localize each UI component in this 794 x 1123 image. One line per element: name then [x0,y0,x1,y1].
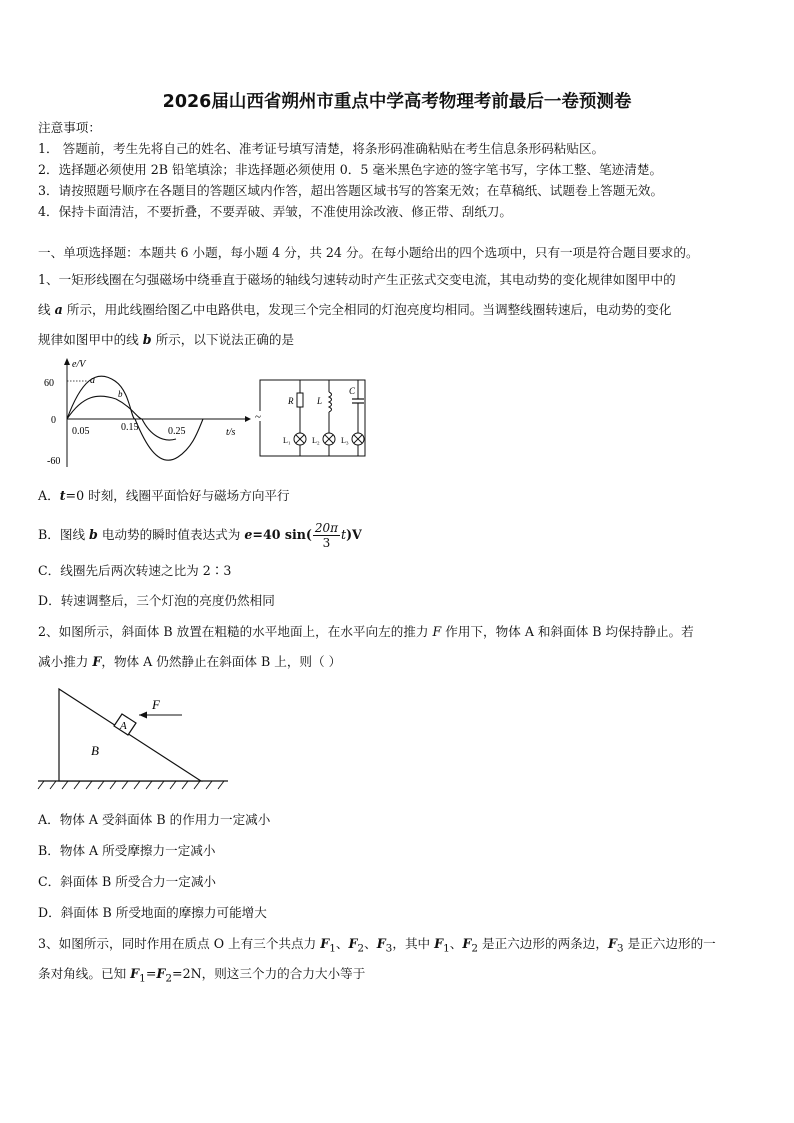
bulb-icon [352,433,364,445]
q2-option-d: D．斜面体 B 所受地面的摩擦力可能增大 [38,905,267,920]
notice-item: 1． 答题前，考生先将自己的姓名、准考证号填写清楚，将条形码准确粘贴在考生信息条形码粘贴区。 [38,141,605,156]
q2-option-c: C．斜面体 B 所受合力一定减小 [38,874,217,889]
ac-source-icon: ~ [255,411,261,423]
q2-option-b: B．物体 A 所受摩擦力一定减小 [38,843,216,858]
ground-hatching [38,781,224,789]
resistor-label: R [288,396,294,406]
y-axis-arrow [64,358,70,365]
q3-stem-line2: 条对角线。已知 $F_1=F_2=2N$，则这三个力的合力大小等于 [38,966,366,985]
bulb-icon [294,433,306,445]
x-tick-label: 0.15 [121,422,139,433]
y-axis-label: e/V [72,359,86,370]
circuit-diagram [252,377,372,459]
force-arrow-head [139,712,147,719]
capacitor-label: C [349,386,356,396]
curve-b-label: b [118,389,123,399]
y-tick-label: 0 [51,415,56,426]
q2-option-a: A．物体 A 受斜面体 B 的作用力一定减小 [38,812,271,827]
q1-stem-line1: 1、一矩形线圈在匀强磁场中绕垂直于磁场的轴线匀速转动时产生正弦式交变电流，其电动势的变化规律如图甲中的 [38,272,676,287]
block-label: A [120,720,127,732]
q1-stem-line3: 规律如图甲中的线 b 所示，以下说法正确的是 [38,332,295,347]
section-heading: 一、单项选择题：本题共 6 小题，每小题 4 分，共 24 分。在每小题给出的四个选项中，只有一项是符合题目要求的。 [38,245,699,260]
q1-option-c: C．线圈先后两次转速之比为 2∶3 [38,563,232,578]
q1-option-d: D．转速调整后，三个灯泡的亮度仍然相同 [38,593,275,608]
x-axis-arrow [245,416,251,422]
q2-stem-line2: 减小推力 F，物体 A 仍然静止在斜面体 B 上，则（ ） [38,654,342,669]
notice-heading: 注意事项： [38,120,101,135]
notice-item: 3．请按照题号顺序在各题目的答题区域内作答，超出答题区域书写的答案无效；在草稿纸、试题卷上答题无效。 [38,183,664,198]
curve-a-label: a [90,375,95,386]
incline-diagram [36,685,236,795]
resistor-icon [297,393,303,407]
wedge-label: B [91,743,99,758]
emf-graph [38,355,253,470]
x-axis-label: t/s [226,427,236,438]
q1-option-b: B．图线 b 电动势的瞬时值表达式为 e=40 sin( $\frac{20\pi}{3}$ t)V [38,521,362,550]
curve-a [67,376,203,460]
y-tick-label: 60 [44,378,54,389]
bulb-label: L₃ [341,436,349,445]
fraction: $\frac{20\pi}{3}$ [314,521,339,550]
bulb-label: L₂ [312,436,320,445]
x-tick-label: 0.05 [72,426,90,437]
y-tick-label: -60 [47,456,61,467]
inductor-label: L [317,396,323,406]
notice-item: 4．保持卡面清洁，不要折叠，不要弄破、弄皱，不准使用涂改液、修正带、刮纸刀。 [38,204,512,219]
q3-stem-line1: 3、如图所示，同时作用在质点 O 上有三个共点力 $F_1$、$F_2$、$F_3$，其中 $F_1$、$F_2$ 是正六边形的两条边，$F_3$ 是正六边形的一 [38,936,716,955]
wedge-b [59,689,201,781]
force-label: F [152,697,160,712]
notice-item: 2．选择题必须使用 2B 铅笔填涂；非选择题必须使用 0．5 毫米黑色字迹的签字笔书写，字体工整、笔迹清楚。 [38,162,663,177]
bulb-icon [323,433,335,445]
q2-stem-line1: 2、如图所示，斜面体 B 放置在粗糙的水平地面上，在水平向左的推力 F 作用下，物体 A 和斜面体 B 均保持静止。若 [38,624,694,639]
bulb-label: L₁ [283,436,291,445]
q1-stem-line2: 线 a 所示，用此线圈给图乙中电路供电，发现三个完全相同的灯泡亮度均相同。当调整线圈转速后，电动势的变化 [38,302,672,317]
x-tick-label: 0.25 [168,426,186,437]
q1-option-a: A．t=0 时刻，线圈平面恰好与磁场方向平行 [38,488,290,503]
page-title: 2026届山西省朔州市重点中学高考物理考前最后一卷预测卷 [162,92,632,112]
